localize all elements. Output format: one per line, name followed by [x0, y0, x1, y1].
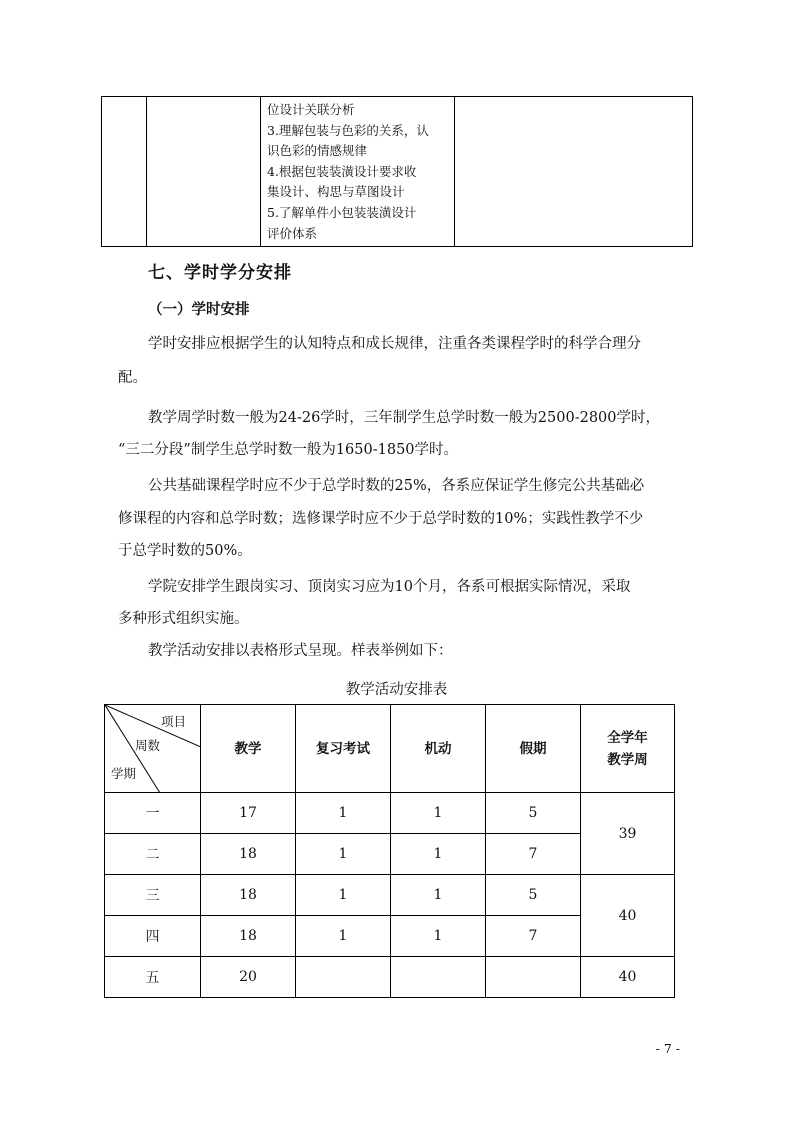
- content-line: 集设计、构思与草图设计: [267, 184, 405, 200]
- table-cell-content: [261, 97, 455, 247]
- flex-cell: 1: [391, 834, 486, 875]
- teach-cell: 18: [201, 834, 296, 875]
- paragraph-line: 于总学时数的50%。: [118, 543, 252, 559]
- column-header: 复习考试: [296, 705, 391, 793]
- teaching-activity-schedule-table: [104, 704, 675, 998]
- column-header: 教学: [201, 705, 296, 793]
- review-cell: 1: [296, 875, 391, 916]
- paragraph-line: “三二分段”制学生总学时数一般为1650-1850学时。: [118, 442, 459, 458]
- total-cell: 39: [581, 793, 675, 875]
- teach-cell: 18: [201, 916, 296, 957]
- header-line: 全学年: [607, 729, 648, 746]
- review-cell: 1: [296, 916, 391, 957]
- corner-label-term: 学期: [111, 766, 137, 781]
- subsection-heading: （一）学时安排: [148, 302, 250, 318]
- review-cell: 1: [296, 834, 391, 875]
- paragraph-line: 学时安排应根据学生的认知特点和成长规律，注重各类课程学时的科学合理分: [148, 336, 641, 352]
- table-cell-empty: [455, 97, 693, 247]
- content-line: 识色彩的情感规律: [267, 143, 368, 159]
- course-content-table-continuation: [101, 96, 693, 247]
- holiday-cell: 5: [486, 793, 581, 834]
- content-line: 5.了解单件小包装装潢设计: [267, 204, 417, 220]
- table-row: [105, 875, 675, 916]
- term-cell: 一: [105, 793, 201, 834]
- paragraph-line: 公共基础课程学时应不少于总学时数的25%，各系应保证学生修完公共基础必: [148, 478, 645, 494]
- content-line: 位设计关联分析: [267, 102, 355, 117]
- paragraph-line: 多种形式组织实施。: [118, 611, 249, 627]
- paragraph-line: 教学活动安排以表格形式呈现。样表举例如下：: [148, 643, 453, 659]
- flex-cell: [391, 957, 486, 998]
- teach-cell: 20: [201, 957, 296, 998]
- flex-cell: 1: [391, 916, 486, 957]
- page-number: - 7 -: [655, 1041, 680, 1056]
- corner-label-weeks: 周数: [135, 738, 161, 753]
- holiday-cell: 5: [486, 875, 581, 916]
- content-line: 3.理解包装与色彩的关系，认: [267, 122, 429, 138]
- term-cell: 五: [105, 957, 201, 998]
- column-header: 假期: [486, 705, 581, 793]
- flex-cell: 1: [391, 793, 486, 834]
- section-heading: 七、学时学分安排: [148, 263, 292, 283]
- table-row: [105, 957, 675, 998]
- paragraph-line: 配。: [118, 370, 147, 386]
- header-line: 教学周: [607, 751, 648, 768]
- term-cell: 三: [105, 875, 201, 916]
- paragraph-line: 修课程的内容和总学时数；选修课学时应不少于总学时数的10%；实践性教学不少: [118, 511, 644, 527]
- column-header-total: [581, 705, 675, 793]
- total-cell: 40: [581, 957, 675, 998]
- column-header: 机动: [391, 705, 486, 793]
- holiday-cell: [486, 957, 581, 998]
- holiday-cell: 7: [486, 916, 581, 957]
- table-cell-empty: [147, 97, 261, 247]
- table-cell-empty: [102, 97, 147, 247]
- table-caption: 教学活动安排表: [345, 682, 448, 698]
- holiday-cell: 7: [486, 834, 581, 875]
- paragraph-line: 教学周学时数一般为24-26学时，三年制学生总学时数一般为2500-2800学时，: [148, 410, 661, 426]
- flex-cell: 1: [391, 875, 486, 916]
- teach-cell: 18: [201, 875, 296, 916]
- review-cell: [296, 957, 391, 998]
- total-cell: 40: [581, 875, 675, 957]
- term-cell: 二: [105, 834, 201, 875]
- content-line: 4.根据包装装潢设计要求收: [267, 163, 417, 179]
- paragraph-line: 学院安排学生跟岗实习、顶岗实习应为10个月，各系可根据实际情况，采取: [148, 579, 631, 595]
- corner-label-item: 项目: [161, 714, 187, 729]
- teach-cell: 17: [201, 793, 296, 834]
- review-cell: 1: [296, 793, 391, 834]
- content-line: 评价体系: [267, 225, 318, 241]
- diagonal-header-cell: [105, 705, 201, 793]
- term-cell: 四: [105, 916, 201, 957]
- table-row: [105, 793, 675, 834]
